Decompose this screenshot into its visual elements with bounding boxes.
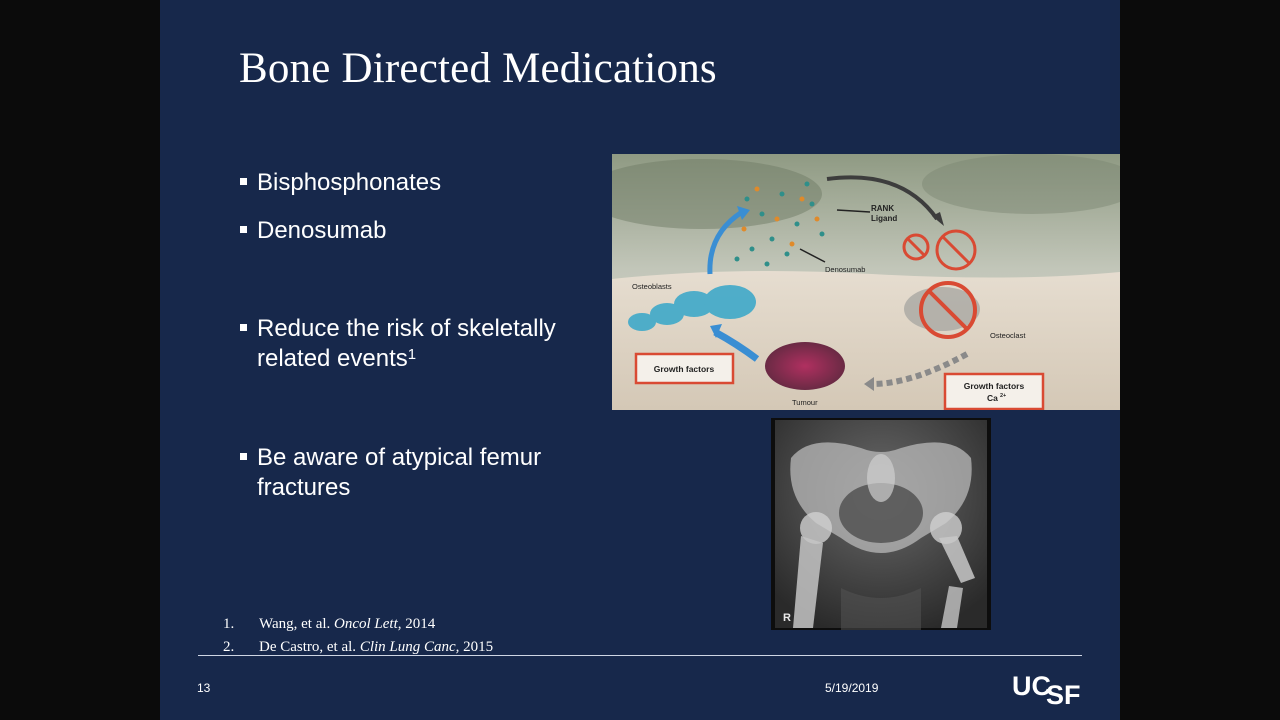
bullet-text: Reduce the risk of skeletally related events <box>257 315 556 372</box>
growth-factors-left-label: Growth factors <box>653 364 715 374</box>
xray-side-marker: R <box>783 612 791 624</box>
reference-authors: Wang, et al. <box>259 616 331 632</box>
footer-divider <box>198 655 1082 656</box>
reference-year: 2015 <box>463 639 494 655</box>
logo-text-uc: UC <box>1012 671 1051 701</box>
calcium-label: Ca <box>987 393 998 403</box>
bone-mechanism-figure <box>612 154 1120 410</box>
bullet-marker <box>240 178 247 185</box>
reference-year: 2014 <box>405 616 436 632</box>
bullet-marker <box>240 324 247 331</box>
slide <box>160 0 1120 720</box>
footnote-marker: 1 <box>407 346 417 363</box>
denosumab-label: Denosumab <box>825 265 866 274</box>
slide-number: 13 <box>197 681 211 695</box>
calcium-charge-label: 2+ <box>1000 393 1007 399</box>
ucsf-logo <box>1012 668 1084 706</box>
reference-number: 2. <box>223 639 235 655</box>
reference-1 <box>223 613 493 636</box>
references <box>223 613 493 659</box>
growth-factors-right-label: Growth factors <box>963 381 1025 391</box>
logo-text-sf: SF <box>1046 680 1081 706</box>
tumour-label: Tumour <box>792 398 818 407</box>
reference-authors: De Castro, et al. <box>259 639 357 655</box>
bullet-denosumab <box>240 216 540 246</box>
osteoclast-label: Osteoclast <box>990 331 1026 340</box>
rank-ligand-label-2: Ligand <box>871 214 898 223</box>
rank-ligand-label-1: RANK <box>871 204 895 213</box>
bullet-text: Bisphosphonates <box>257 169 442 196</box>
bullet-femur-fractures <box>240 443 600 503</box>
bullet-reduce-risk <box>240 314 620 374</box>
bullet-marker <box>240 226 247 233</box>
bullet-text: Denosumab <box>257 217 387 244</box>
pelvis-xray-image <box>771 418 991 630</box>
bullet-bisphosphonates <box>240 168 540 198</box>
bullet-marker <box>240 453 247 460</box>
reference-journal: Clin Lung Canc, <box>359 639 460 655</box>
slide-title: Bone Directed Medications <box>239 45 717 92</box>
reference-journal: Oncol Lett, <box>334 616 402 632</box>
osteoblasts-label: Osteoblasts <box>632 282 672 291</box>
growth-factors-box-right <box>945 374 1043 409</box>
reference-number: 1. <box>223 616 235 632</box>
bullet-text: Be aware of atypical femur fractures <box>257 444 542 501</box>
slide-date: 5/19/2019 <box>825 681 879 695</box>
